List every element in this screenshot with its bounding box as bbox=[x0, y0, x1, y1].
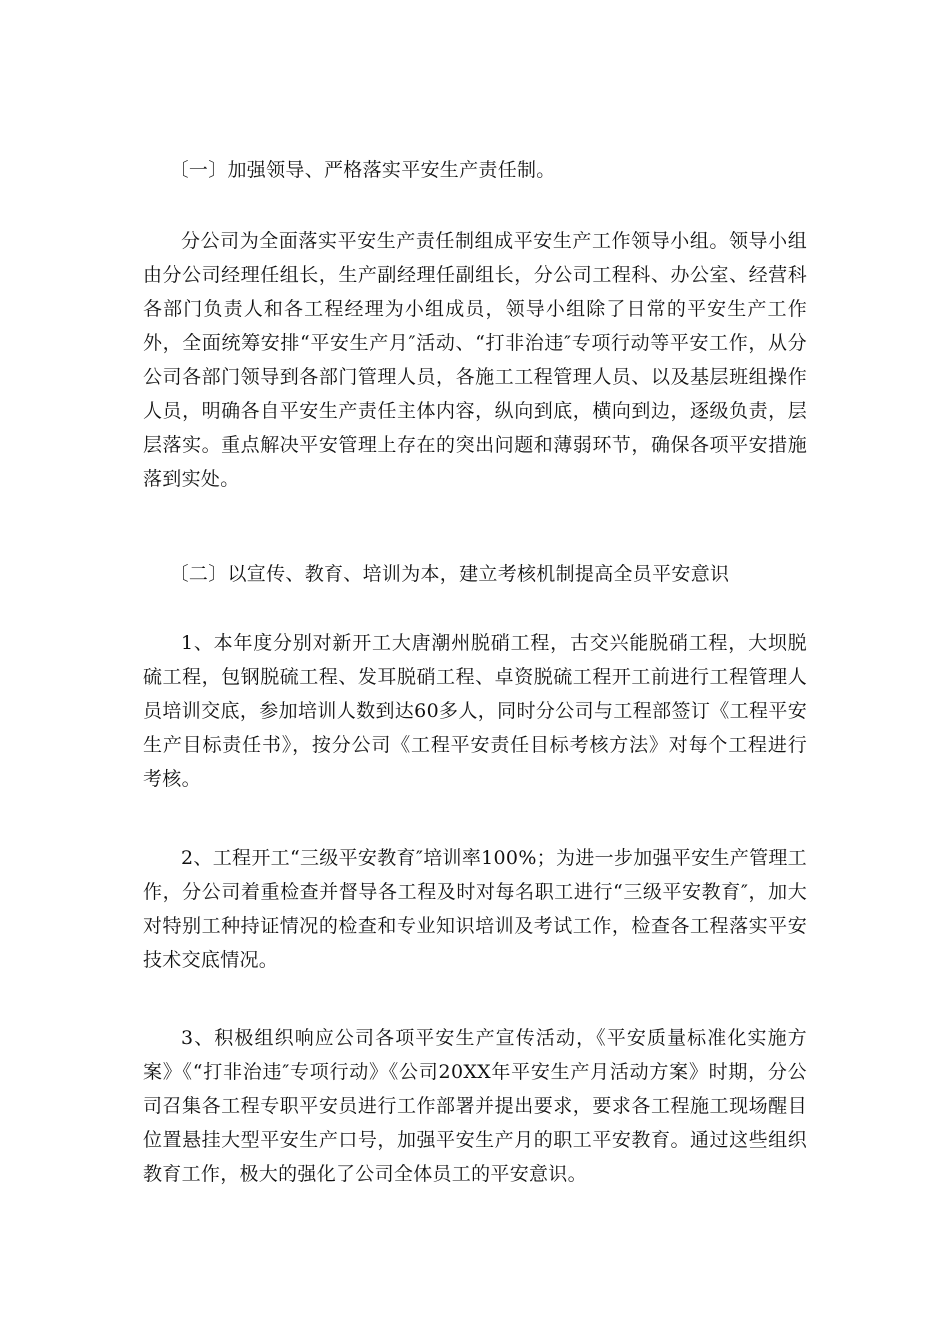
section-heading-2: 〔二〕以宣传、教育、培训为本，建立考核机制提高全员平安意识 bbox=[169, 563, 730, 585]
paragraph-item-2-education: 2、工程开工“三级平安教育″培训率100%；为进一步加强平安生产管理工作，分公司着重检查并督导各工程及时对每名职工进行“三级平安教育″，加大对特别工种持证情况的检查和专业知识培训及考试工作，检查各工程落实平安技术交底情况。 bbox=[143, 847, 807, 971]
section-heading-1: 〔一〕加强领导、严格落实平安生产责任制。 bbox=[169, 159, 556, 181]
paragraph-responsibility-system: 分公司为全面落实平安生产责任制组成平安生产工作领导小组。领导小组由分公司经理任组长，生产副经理任副组长，分公司工程科、办公室、经营科各部门负责人和各工程经理为小组成员，领导小组除了日常的平安生产工作外，全面统筹安排“平安生产月″活动、“打非治违″专项行动等平安工作，从分公司各部门领导到各部门管理人员，各施工工程管理人员、以及基层班组操作人员，明确各自平安生产责任主体内容，纵向到底，横向到边，逐级负责，层层落实。重点解决平安管理上存在的突出问题和薄弱环节，确保各项平安措施落到实处。 bbox=[143, 230, 807, 490]
paragraph-item-3-campaigns: 3、积极组织响应公司各项平安生产宣传活动，《平安质量标准化实施方案》《“打非治违″专项行动》《公司20XX年平安生产月活动方案》时期，分公司召集各工程专职平安员进行工作部署并提出要求，要求各工程施工现场醒目位置悬挂大型平安生产口号，加强平安生产月的职工平安教育。通过这些组织教育工作，极大的强化了公司全体员工的平安意识。 bbox=[143, 1027, 807, 1185]
paragraph-item-1-training: 1、本年度分别对新开工大唐潮州脱硝工程，古交兴能脱硝工程，大坝脱硫工程，包钢脱硫工程、发耳脱硝工程、卓资脱硫工程开工前进行工程管理人员培训交底，参加培训人数到达60多人，同时分公司与工程部签订《工程平安生产目标责任书》，按分公司《工程平安责任目标考核方法》对每个工程进行考核。 bbox=[143, 632, 807, 790]
